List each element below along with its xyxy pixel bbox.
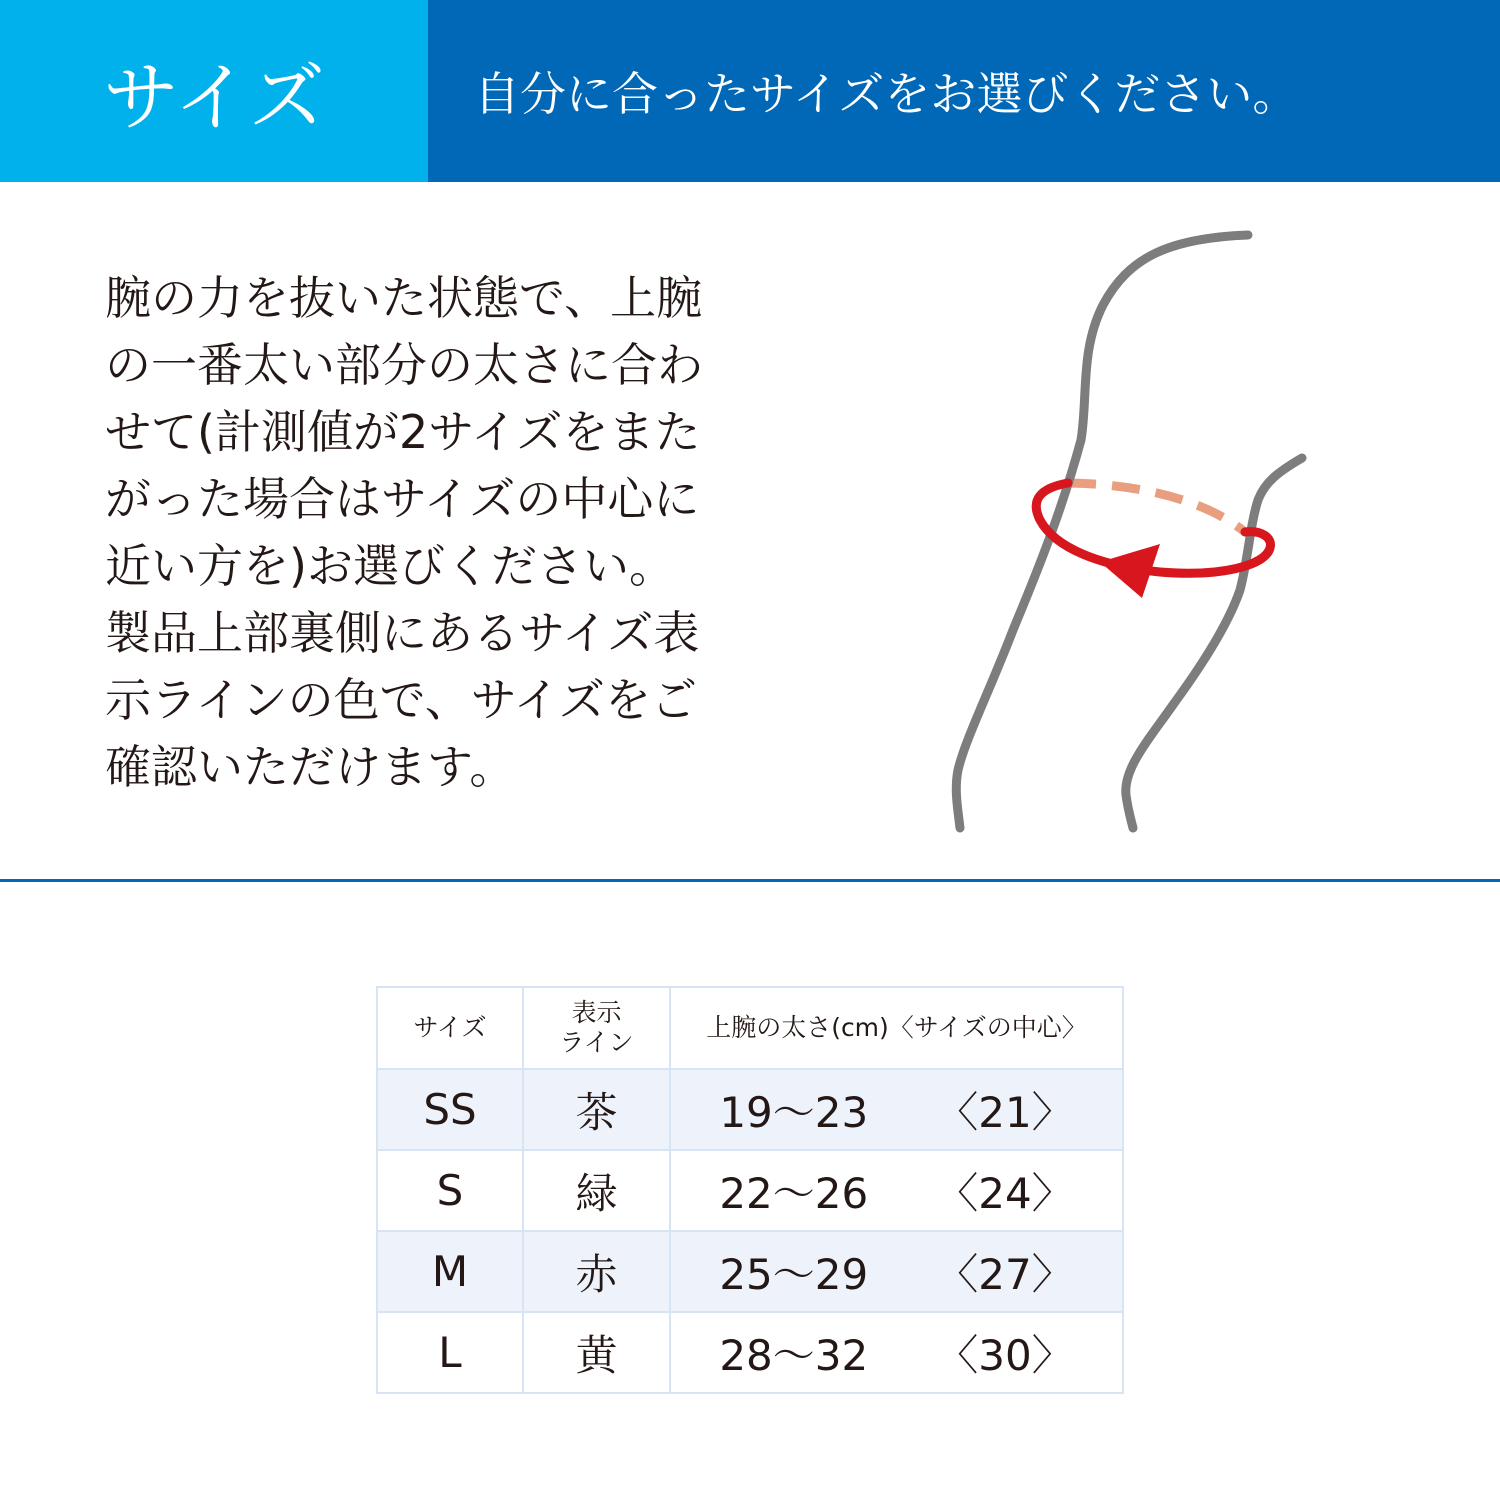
center-value: 〈30〉 [936, 1330, 1074, 1380]
size-title: サイズ [0, 0, 428, 182]
size-chart-table [376, 986, 1124, 1394]
table-row [377, 1312, 1123, 1393]
size-cell: L [377, 1312, 523, 1393]
header-line-2: ライン [559, 1028, 634, 1057]
instruction-line: せて(計測値が2サイズをまた [105, 405, 701, 459]
instruction-line: がった場合はサイズの中心に [105, 472, 700, 526]
range-cell [670, 1231, 1123, 1312]
instruction-line: 腕の力を抜いた状態で、上腕 [105, 271, 703, 325]
size-cell: S [377, 1150, 523, 1231]
instruction-line: 近い方を)お選びください。 [105, 539, 675, 593]
header-banner [0, 0, 1500, 182]
size-cell: M [377, 1231, 523, 1312]
line-color-cell: 赤 [523, 1231, 670, 1312]
instruction-line: 製品上部裏側にあるサイズ表 [105, 606, 700, 660]
header-line-1: 表示 [571, 998, 622, 1027]
section-divider [0, 879, 1500, 882]
measurement-instructions [105, 265, 865, 801]
table-row [377, 1069, 1123, 1150]
range-value: 22〜26 [719, 1168, 869, 1218]
arm-outline-left [956, 235, 1248, 828]
size-cell: SS [377, 1069, 523, 1150]
measure-arrow-icon [1100, 544, 1160, 598]
size-subtitle: 自分に合ったサイズをお選びください。 [428, 0, 1500, 182]
center-value: 〈27〉 [936, 1249, 1074, 1299]
range-cell [670, 1069, 1123, 1150]
instruction-line: 示ラインの色で、サイズをご [105, 673, 698, 727]
header-size: サイズ [377, 987, 523, 1069]
range-value: 19〜23 [719, 1087, 869, 1137]
range-value: 25〜29 [719, 1249, 869, 1299]
instruction-line: 確認いただけます。 [105, 740, 516, 794]
table-row [377, 1150, 1123, 1231]
table-header-row [377, 987, 1123, 1069]
instruction-line: の一番太い部分の太さに合わ [105, 338, 703, 392]
line-color-cell: 黄 [523, 1312, 670, 1393]
header-display-line [523, 987, 670, 1069]
center-value: 〈21〉 [936, 1087, 1074, 1137]
line-color-cell: 緑 [523, 1150, 670, 1231]
range-value: 28〜32 [719, 1330, 869, 1380]
header-arm-circumference: 上腕の太さ(cm)〈サイズの中心〉 [670, 987, 1123, 1069]
line-color-cell: 茶 [523, 1069, 670, 1150]
arm-measurement-illustration [920, 220, 1340, 840]
range-cell [670, 1150, 1123, 1231]
measure-loop-back [1068, 483, 1245, 532]
center-value: 〈24〉 [936, 1168, 1074, 1218]
range-cell [670, 1312, 1123, 1393]
table-row [377, 1231, 1123, 1312]
